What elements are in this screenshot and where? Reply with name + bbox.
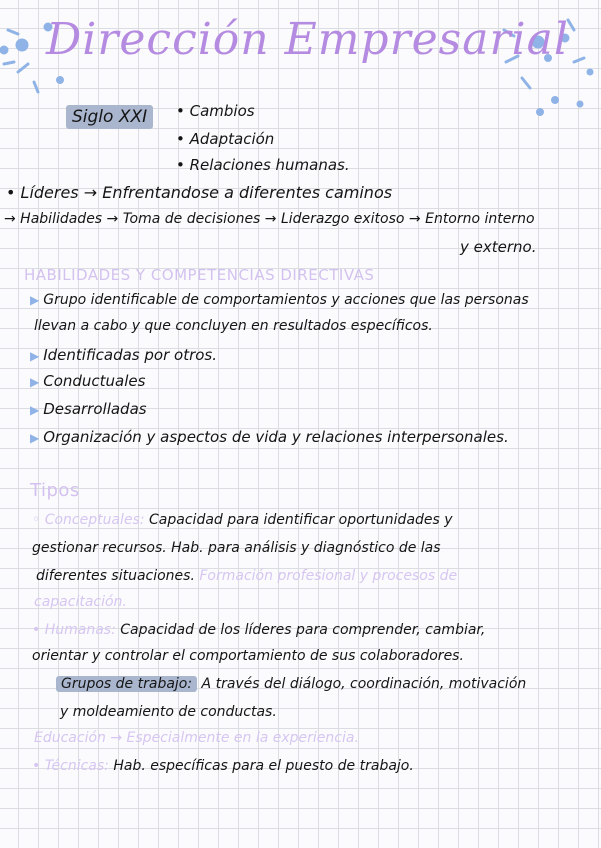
siglo-badge: Siglo XXI bbox=[66, 105, 153, 129]
siglo-item: • Relaciones humanas. bbox=[176, 156, 350, 174]
habilidades-cont: y externo. bbox=[460, 238, 537, 256]
sparkle-dot bbox=[1, 47, 7, 53]
competencias-item: ▶ Identificadas por otros. bbox=[30, 346, 218, 364]
competencias-item: ▶ Grupo identificable de comportamientos y acciones que las personas bbox=[30, 292, 529, 308]
sparkle-dot bbox=[553, 98, 558, 103]
sparkle-dot bbox=[58, 78, 63, 83]
sparkle-dot bbox=[538, 110, 543, 115]
conceptuales-line2: gestionar recursos. Hab. para análisis y diagnóstico de las bbox=[32, 540, 441, 556]
siglo-item: • Adaptación bbox=[176, 130, 275, 148]
section-heading-tipos: Tipos bbox=[30, 480, 80, 501]
competencias-item: ▶ Conductuales bbox=[30, 372, 146, 390]
sparkle-stroke bbox=[4, 62, 14, 64]
conceptuales-line1: ◦ Conceptuales: Capacidad para identificar oportunidades y bbox=[32, 512, 453, 528]
sparkle-dot bbox=[17, 40, 27, 50]
sparkle-dot bbox=[588, 70, 592, 74]
sparkle-stroke bbox=[522, 78, 530, 88]
sparkle-stroke bbox=[34, 82, 38, 92]
habilidades-line: → Habilidades → Toma de decisiones → Liderazgo exitoso → Entorno interno bbox=[4, 211, 535, 227]
competencias-item: llevan a cabo y que concluyen en resultados específicos. bbox=[34, 318, 433, 334]
humanas-faded: Educación → Especialmente en la experiencia. bbox=[34, 730, 359, 746]
siglo-item: • Cambios bbox=[176, 102, 255, 120]
humanas-line1: • Humanas: Capacidad de los líderes para comprender, cambiar, bbox=[32, 622, 486, 638]
page-title: Dirección Empresarial bbox=[46, 14, 569, 65]
sparkle-dot bbox=[578, 102, 582, 106]
competencias-item: ▶ Organización y aspectos de vida y relaciones interpersonales. bbox=[30, 428, 509, 446]
sparkle-stroke bbox=[8, 30, 18, 34]
grupos-badge: Grupos de trabajo: bbox=[56, 676, 197, 692]
humanas-line2: orientar y controlar el comportamiento de sus colaboradores. bbox=[32, 648, 464, 664]
competencias-item: ▶ Desarrolladas bbox=[30, 400, 147, 418]
section-heading-competencias: HABILIDADES Y COMPETENCIAS DIRECTIVAS bbox=[24, 266, 375, 284]
sparkle-stroke bbox=[574, 58, 584, 62]
humanas-grupos: Grupos de trabajo: A través del diálogo, coordinación, motivación bbox=[56, 676, 526, 692]
sparkle-stroke bbox=[18, 64, 28, 72]
conceptuales-line3: diferentes situaciones. Formación profesional y procesos de bbox=[36, 568, 458, 584]
conceptuales-faded: capacitación. bbox=[34, 594, 127, 610]
lideres-line: • Líderes → Enfrentandose a diferentes caminos bbox=[6, 183, 393, 202]
tecnicas-line: • Técnicas: Hab. específicas para el puesto de trabajo. bbox=[32, 758, 414, 774]
humanas-line4: y moldeamiento de conductas. bbox=[60, 704, 277, 720]
